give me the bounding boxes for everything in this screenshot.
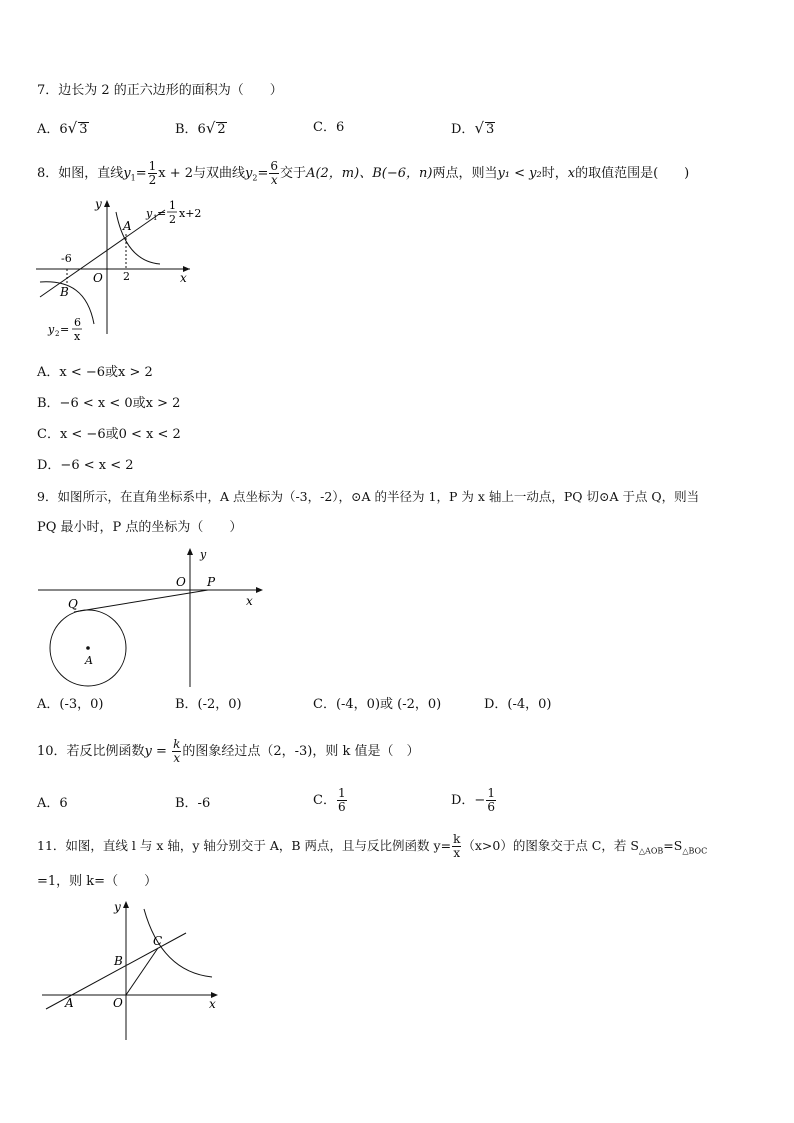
q10-stem: 10．若反比例函数y = $\frac{k}{x}$ 的图象经过点（2，-3)，则 k 值是（ ） [37, 737, 420, 765]
q7-option-a: A．6√ 3 [37, 119, 88, 137]
q9-y-arrow-icon [187, 548, 193, 555]
q7-option-c: C．6 [313, 120, 345, 135]
q9-center-dot [86, 646, 90, 650]
q11-stem-line2: =1，则 k=（ ） [37, 874, 158, 889]
q11-y-label: y [114, 900, 121, 914]
svg-text:1: 1 [153, 214, 158, 222]
q9-option-b: B．(-2，0) [175, 697, 242, 712]
q9-stem-line2: PQ 最小时，P 点的坐标为（ ） [37, 520, 243, 535]
q8-figure [30, 192, 210, 342]
q8-tick-2: 2 [123, 270, 130, 283]
q8-option-b: B．−6 < x < 0或x > 2 [37, 396, 181, 411]
svg-text:=: = [60, 323, 70, 336]
q8-point-b-label: B [60, 285, 69, 299]
q9-point-p-label: P [207, 575, 216, 589]
q9-option-c: C．(-4，0)或 (-2，0) [313, 697, 442, 712]
q9-y-label: y [200, 548, 207, 561]
q8-frac-6x: $\frac{6}{x}$ [270, 159, 279, 187]
svg-text:=: = [157, 207, 167, 220]
q8-hyperbola-label [47, 316, 82, 342]
q11-origin-label: O [113, 996, 123, 1010]
svg-text:1: 1 [169, 199, 176, 212]
svg-text:6: 6 [74, 316, 81, 329]
q8-origin-label: O [93, 271, 103, 285]
q8-option-a: A．x < −6或x > 2 [37, 365, 153, 380]
q11-segment-oc [126, 948, 158, 995]
q11-frac-kx: $\frac{k}{x}$ [453, 832, 461, 860]
q8-frac-half: $\frac{1}{2}$ [148, 159, 157, 187]
q9-origin-label: O [176, 575, 186, 589]
svg-text:x+2: x+2 [179, 207, 202, 220]
q9-x-arrow-icon [256, 587, 263, 593]
q11-point-b-label: B [114, 954, 123, 968]
q9-stem-line1: 9．如图所示，在直角坐标系中，A 点坐标为（-3，-2），⊙A 的半径为 1，P 为 x 轴上一动点，PQ 切⊙A 于点 Q，则当 [37, 489, 700, 504]
q8-tick-neg6: -6 [61, 252, 72, 265]
svg-text:y: y [48, 323, 55, 336]
svg-text:2: 2 [169, 213, 176, 226]
q10-option-b: B．-6 [175, 796, 211, 811]
q10-option-a: A．6 [37, 796, 68, 811]
q8-option-d: D．−6 < x < 2 [37, 458, 134, 473]
q8-x-label: x [180, 271, 187, 285]
svg-text:x: x [74, 330, 81, 342]
q9-option-d: D．(-4，0) [484, 697, 552, 712]
q7-option-b: B．6√ 2 [175, 119, 226, 137]
q11-point-c-label: C [153, 934, 163, 948]
q10-option-d: D．− $\frac{1}{6}$ [451, 786, 495, 814]
svg-text:2: 2 [55, 330, 60, 338]
q9-figure [30, 542, 270, 692]
q8-y-label: y [95, 197, 102, 211]
q9-point-q-label: Q [68, 597, 78, 611]
q8-point-a-label: A [123, 219, 132, 233]
q11-x-label: x [209, 997, 216, 1011]
q8-stem: 8．如图，直线$y_1=$ $\frac{1}{2}$ x + 2与双曲线$y_2=$ $\frac{6}{x}$ 交于A(2，m)、B(−6，n)两点，则当y₁ < y₂时，x的取值范围是( ) [37, 159, 690, 187]
q11-y-arrow-icon [123, 901, 129, 908]
q8-line-label [145, 199, 201, 226]
q8-y-arrow-icon [104, 200, 110, 207]
q11-figure [36, 895, 226, 1045]
q11-point-a-label: A [65, 996, 74, 1010]
q9-x-label: x [246, 594, 253, 608]
q9-point-a-label: A [85, 654, 93, 667]
q11-stem-line1: 11．如图，直线 l 与 x 轴，y 轴分别交于 A，B 两点，且与反比例函数 y= $\frac{k}{x}$ （x>0）的图象交于点 C，若 $S_{\triangle AOB}=S_{\triangle BOC}$ [37, 832, 708, 860]
svg-text:y: y [146, 207, 153, 220]
q8-option-c: C．x < −6或0 < x < 2 [37, 427, 181, 442]
q7-option-d: D．√ 3 [451, 119, 495, 137]
q10-option-c: C． $\frac{1}{6}$ [313, 786, 346, 814]
q7-stem: 7．边长为 2 的正六边形的面积为（ ） [37, 83, 283, 98]
q9-tangent-pq [74, 590, 208, 612]
q9-option-a: A．(-3，0) [37, 697, 104, 712]
q10-frac-kx: $\frac{k}{x}$ [173, 737, 181, 765]
